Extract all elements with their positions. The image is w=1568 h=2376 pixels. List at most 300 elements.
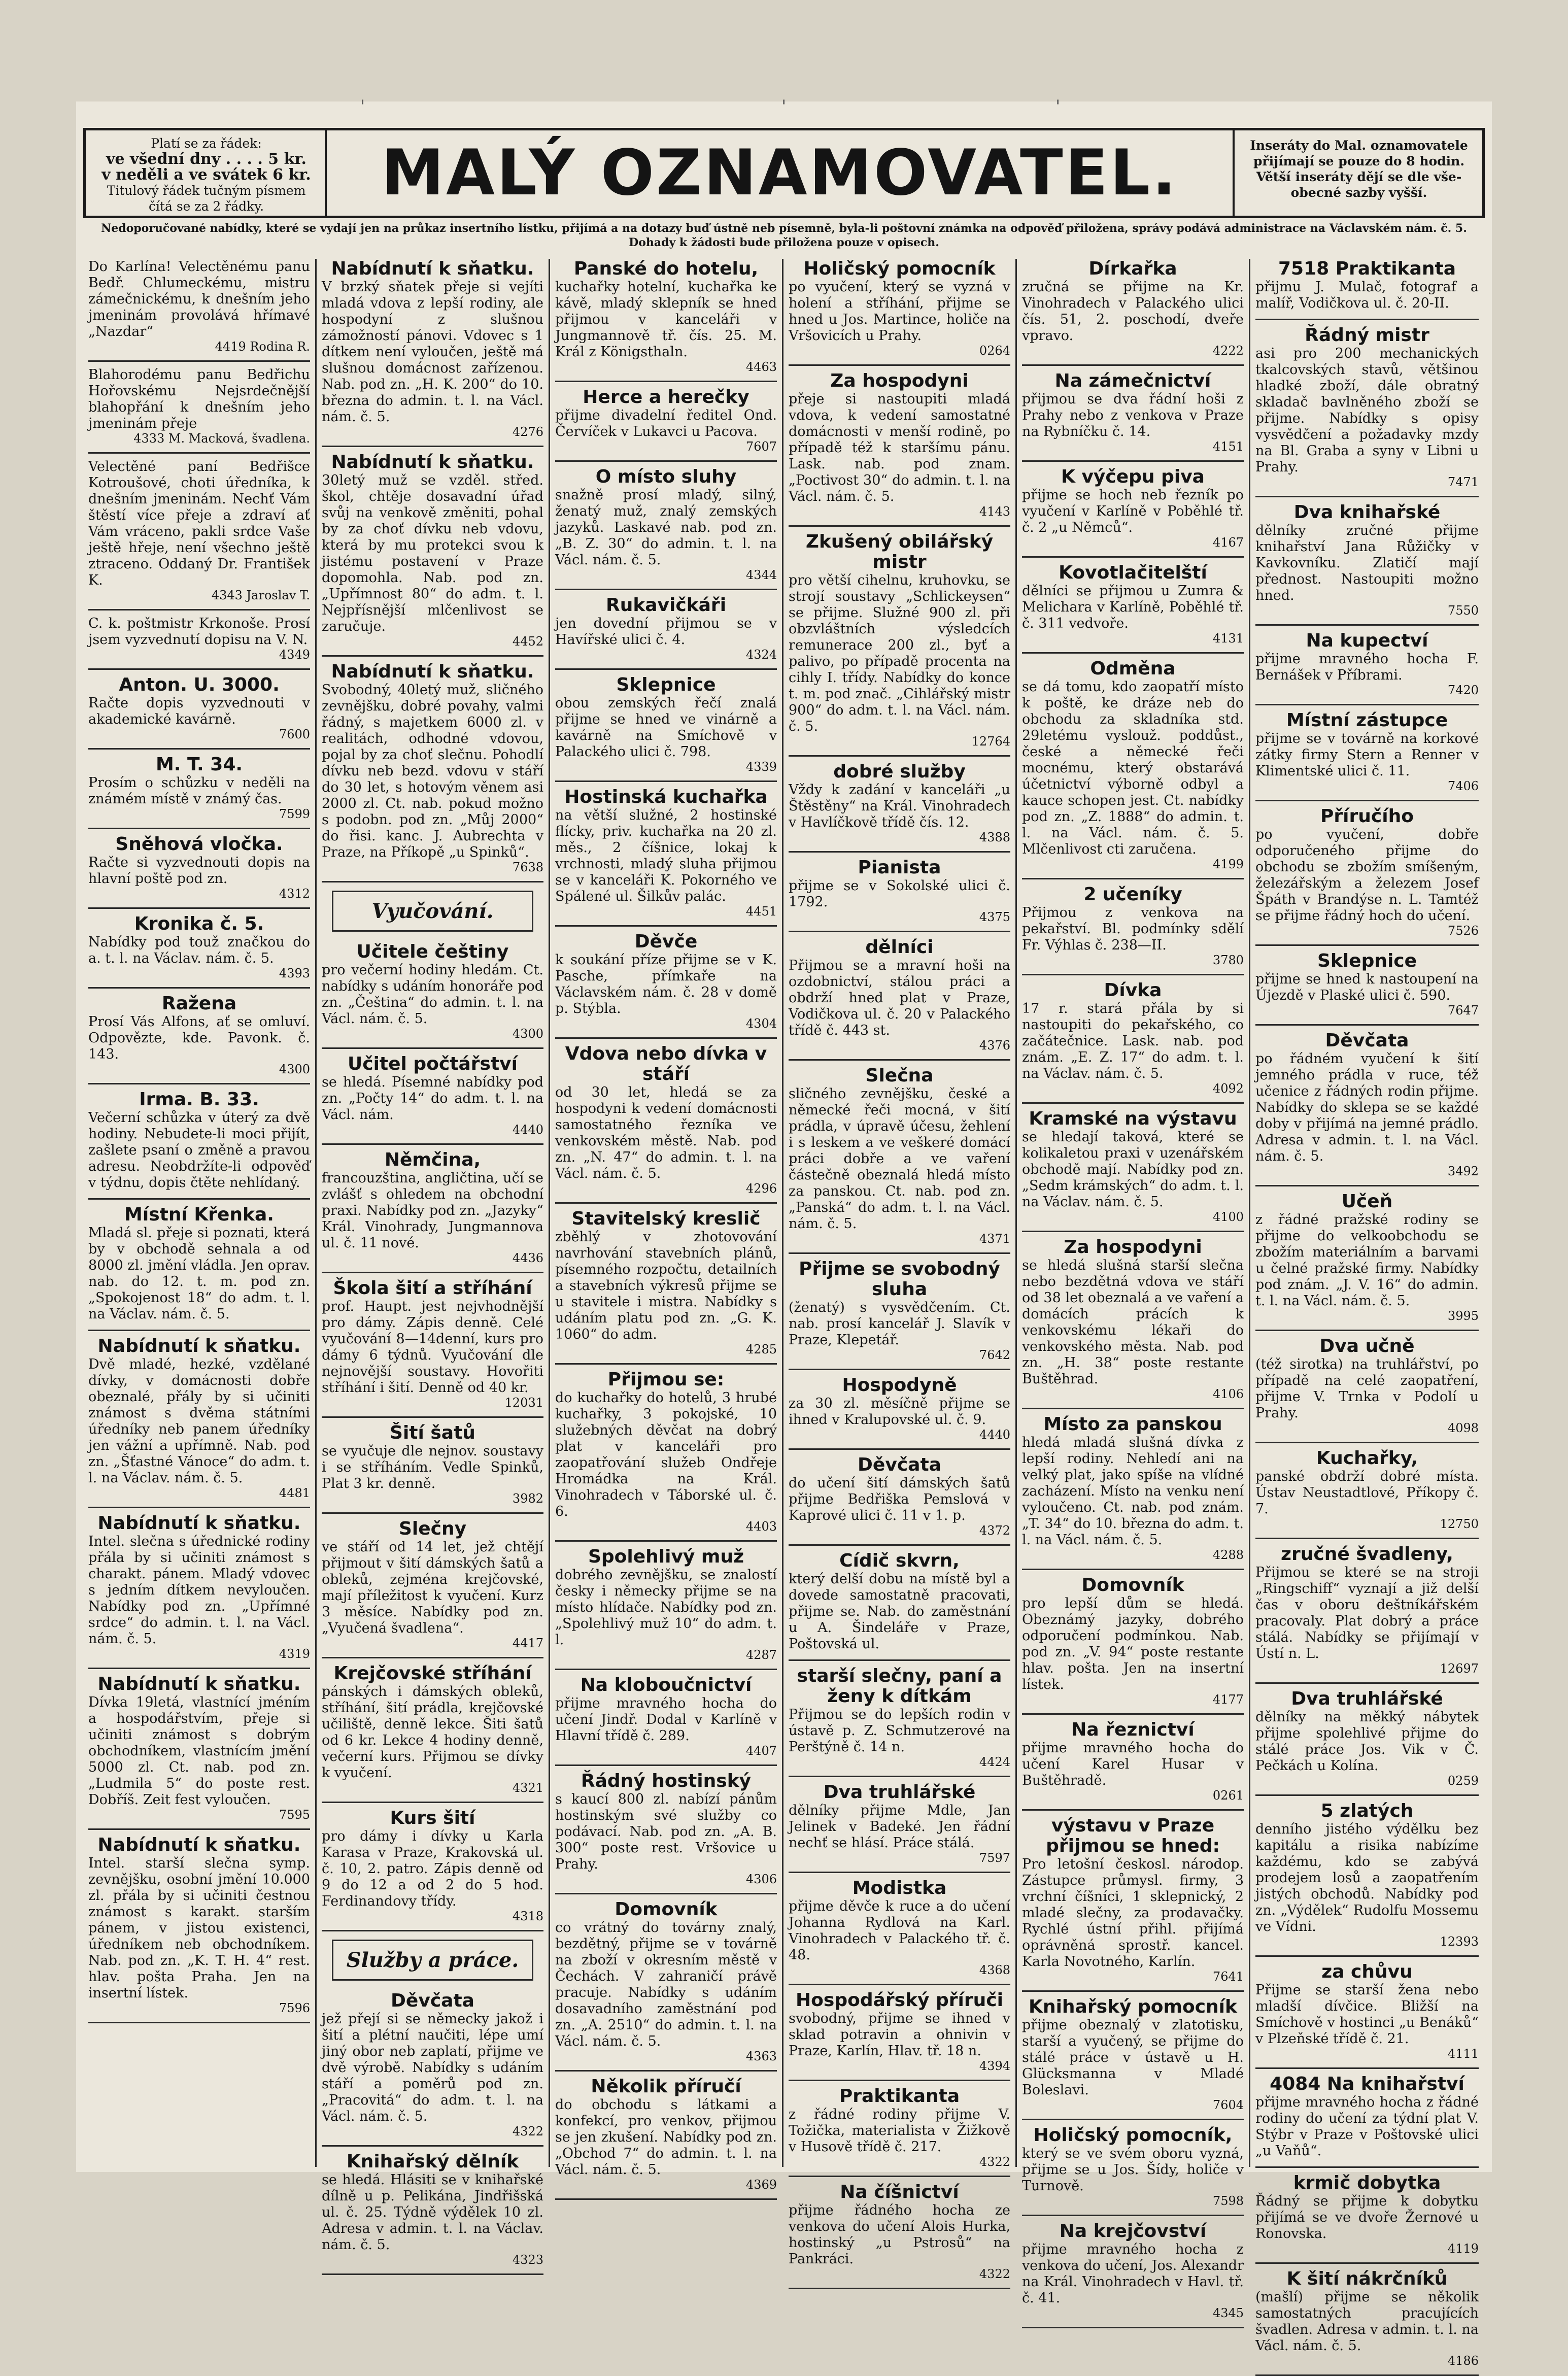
ad-code: 4119	[1447, 2242, 1479, 2256]
classified-ad	[1022, 659, 1244, 871]
classified-ad	[1022, 1997, 1244, 2112]
ad-code: 4306	[745, 1872, 777, 1886]
ad-title: Kramské na výstavu	[1029, 1108, 1237, 1129]
ad-text: obou zemských řečí znalá přijme se hned ve vinárně a kavárně na Smíchově v Palackého ulici č. 798.	[555, 695, 777, 760]
ad-code: 4222	[1212, 344, 1244, 358]
ad-text: přijme se v továrně na korkové zátky firmy Stern a Renner v Klimentské ulici č. 11.	[1255, 731, 1479, 779]
ad-text: se dá tomu, kdo zaopatří místo k poště, ke dráze neb do obchodu za skladníka std. 29letému vyslouž. poddůst., české a německé řeči mocnému, který obstarává účetnictví výborně odbyl a kauce schopen jest. Ct. nabídky pod zn. „Z. 1888“ do admin. t. l. na Václ. nám. č. 5. Mlčenlivost cti zaručena.	[1022, 679, 1244, 857]
page-mark: '	[360, 96, 365, 117]
ad-title: 5 zlatých	[1320, 1801, 1414, 1821]
ad-divider	[1022, 1231, 1244, 1232]
ad-divider	[1255, 496, 1479, 497]
ad-title: Na kloboučnictví	[580, 1675, 752, 1695]
ad-code: 4463	[745, 360, 777, 374]
ad-text: do obchodu s látkami a konfekcí, pro venkov, přijmou se jen zkušení. Nabídky pod zn. „Obchod 7“ do admin. t. l. na Václ. nám. č. 5.	[555, 2097, 777, 2178]
ad-code: 4343 Jaroslav T.	[211, 588, 310, 602]
classified-ad	[322, 1054, 543, 1136]
ad-code: 7596	[279, 2001, 310, 2015]
ad-text: dělníky zručné přijme knihařství Jana Růžičky v Kavkovníku. Zlatičí mají přednost. Nastoupiti možno hned.	[1255, 523, 1479, 603]
ad-text: snažně prosí mladý, silný, ženatý muž, znalý zemských jazyků. Laskavé nab. pod zn. „B. Z. 30“ do admin. t. l. na Václ. nám. č. 5.	[555, 487, 777, 568]
ad-title: Místní Křenka.	[124, 1204, 274, 1225]
ad-divider	[1255, 800, 1479, 801]
ad-title: Němčina,	[384, 1149, 481, 1170]
ad-code: 4440	[512, 1123, 543, 1137]
ad-title: Holičský pomocník	[803, 258, 996, 279]
classified-ad	[1255, 806, 1479, 937]
ad-code: 4296	[745, 1181, 777, 1196]
ad-divider	[555, 589, 777, 590]
ad-divider	[555, 780, 777, 782]
ad-divider	[88, 828, 310, 829]
classified-ad	[555, 787, 777, 918]
classified-ad	[1022, 885, 1244, 967]
ad-title: Knihařský pomocník	[1029, 1996, 1237, 2017]
ad-title: Slečna	[865, 1065, 934, 1086]
ad-code: 4288	[1212, 1548, 1244, 1562]
ad-title: Modistka	[852, 1878, 947, 1898]
ad-title: Cídič skvrn,	[839, 1550, 960, 1571]
ad-divider	[555, 460, 777, 462]
ad-title: Přijme se svobodný sluha	[799, 1259, 1000, 1300]
ad-code: 3982	[512, 1491, 543, 1506]
ad-code: 4394	[979, 2059, 1010, 2073]
classified-ad	[1255, 1801, 1479, 1948]
page-mark: '	[1055, 96, 1061, 117]
ad-text: pro větší cihelnu, kruhovku, se strojí soustavy „Schlickeysen“ se přijme. Služné 900 zl. při obzvláštních výsledcích remunerace 200 zl., byť a palivo, po případě procenta na cihly I. třídy. Nabídky do konce t. m. pod znač. „Cihlářský mistr 900“ do adm. t. l. na Václ. nám. č. 5.	[789, 572, 1010, 734]
ad-divider	[88, 748, 310, 750]
ad-code: 4300	[512, 1027, 543, 1041]
ad-column	[1017, 258, 1250, 2320]
ad-title: Nabídnutí k sňatku.	[97, 1513, 301, 1534]
ad-text: přijme mravného hocha do učení Jindř. Dodal v Karlíně v Hlavní třídě č. 289.	[555, 1695, 777, 1744]
ad-text: se hledají taková, které se kolikaletou praxi v uzenářském obchodě mají. Nabídky pod zn. „Sedm krámských“ do adm. t. l. na Václav. nám. č. 5.	[1022, 1129, 1244, 1210]
ad-divider	[1022, 556, 1244, 558]
classified-ad	[789, 1878, 1010, 1977]
ad-column	[783, 258, 1017, 2281]
ad-text: zručná se přijme na Kr. Vinohradech v Palackého ulici čís. 51, 2. poschodí, dveře vpravo.	[1022, 279, 1244, 344]
ad-title: Na řeznictví	[1071, 1719, 1195, 1740]
classified-ad	[789, 2182, 1010, 2281]
ad-code: 4452	[512, 634, 543, 649]
ad-text: přijme mravného hocha z řádné rodiny do učení za týdní plat V. Stýbr v Praze v Poštovské ulici „u Vaňů“.	[1255, 2094, 1479, 2159]
ad-code: 4322	[979, 2267, 1010, 2281]
ad-divider	[555, 1202, 777, 1204]
classified-ad	[1255, 1962, 1479, 2060]
classified-ad	[555, 1899, 777, 2063]
ad-title: Sklepnice	[1317, 951, 1417, 971]
ad-code: 4318	[512, 1909, 543, 1923]
ad-title: 2 učeníky	[1083, 884, 1182, 905]
ad-title: Za hospodyni	[830, 370, 969, 391]
ad-divider	[1022, 1408, 1244, 1409]
ad-divider	[789, 1872, 1010, 1873]
ad-title: Řádný hostinský	[581, 1771, 752, 1791]
ad-divider	[555, 381, 777, 382]
ad-code: 4436	[512, 1251, 543, 1265]
ad-code: 4151	[1212, 439, 1244, 454]
ad-text: Přijmou z venkova na pekařství. Bl. podmínky sdělí Fr. Výhlas č. 238—II.	[1022, 905, 1244, 953]
ad-columns	[83, 258, 1485, 2368]
classified-ad	[555, 387, 777, 453]
classified-ad	[88, 1513, 310, 1660]
ad-divider	[1022, 364, 1244, 366]
classified-ad	[789, 1259, 1010, 1362]
deadline-line: přijímají se pouze do 8 hodin.	[1253, 154, 1465, 168]
ad-code: 3995	[1447, 1309, 1479, 1323]
ad-code: 0259	[1447, 1774, 1479, 1788]
ad-column	[550, 258, 783, 2192]
ad-title: Dva učně	[1319, 1336, 1415, 1356]
ad-text: pro večerní hodiny hledám. Ct. nabídky s udáním honoráře pod zn. „Čeština“ do admin. t. l. na Václ. nám. č. 5.	[322, 962, 543, 1027]
ad-title: Odměna	[1090, 658, 1176, 679]
ad-code: 4319	[279, 1647, 310, 1661]
ad-code: 7526	[1447, 924, 1479, 938]
ad-title: Kovotlačitelští	[1059, 562, 1207, 583]
classified-ad	[789, 1666, 1010, 1769]
ad-text: Do Karlína! Velectěnému panu Bedř. Chlumeckému, mistru zámečnickému, k dnešním jeho jmeninám provolává hřímavé „Nazdar“	[88, 259, 310, 340]
classified-ad	[789, 1066, 1010, 1245]
ad-divider	[1022, 460, 1244, 462]
ad-divider	[322, 1802, 543, 1803]
ad-title: Nabídnutí k sňatku.	[331, 661, 534, 682]
ad-text: Mladá sl. přeje si poznati, která by v obchodě sehnala a od 8000 zl. jmění vládla. Jen oprav. nab. do 12. t. m. pod zn. „Spokojenost 18“ do adm. t. l. na Václav. nám. č. 5.	[88, 1225, 310, 1322]
classified-ad	[1255, 1689, 1479, 1787]
ad-text: Večerní schůzka v úterý za dvě hodiny. Nebudete-li moci přijít, zašlete psaní o změně a pravou adresu. Neobdržíte-li odpověď v týdnu, dopis čtěte nehlídaný.	[88, 1110, 310, 1191]
ad-title: Herce a herečky	[583, 387, 749, 408]
classified-ad	[88, 1674, 310, 1821]
ad-text: hledá mladá slušná dívka z lepší rodiny. Nehledí ani na velký plat, jako spíše na vlídné zacházení. Místo na venku není vyloučeno. Ct. nab. pod znám. „T. 34“ do 10. března do adm. t. l. na Václ. nám. č. 5.	[1022, 1435, 1244, 1548]
ad-divider	[789, 1544, 1010, 1546]
ad-divider	[789, 755, 1010, 757]
ad-text: přijme se hoch neb řezník po vyučení v Karlíně v Poběhlé tř. č. 2 „u Němců“.	[1022, 487, 1244, 535]
classified-ad	[322, 2152, 543, 2266]
ad-text: k soukání příze přijme se v K. Pasche, přímkaře na Václavském nám. č. 28 v domě p. Stýbla.	[555, 952, 777, 1016]
classified-ad	[322, 1519, 543, 1650]
ad-divider	[88, 1828, 310, 1830]
ad-code: 4403	[745, 1519, 777, 1534]
ad-title: dobré služby	[833, 761, 966, 782]
ad-code: 7598	[1212, 2194, 1244, 2208]
classified-ad	[1022, 1414, 1244, 1562]
ad-divider	[789, 1659, 1010, 1661]
ad-text: se hledá slušná starší slečna nebo bezdětná vdova ve stáří od 38 let obeznalá a ve vaření a domácích prácích k venkovskému lékaři do venkovského města. Nab. pod zn. „H. 38“ poste restante Buštěhrad.	[1022, 1258, 1244, 1387]
ad-title: Hostinská kuchařka	[564, 787, 768, 807]
ad-code: 4106	[1212, 1387, 1244, 1401]
ad-divider	[88, 1198, 310, 1200]
rates-line: Platí se za řádek:	[151, 136, 262, 151]
classified-ad	[789, 532, 1010, 748]
ad-text: s kaucí 800 zl. nabízí pánům hostinským své služby co podávací. Nab. pod zn. „A. B. 300“ poste rest. Vršovice u Prahy.	[555, 1791, 777, 1872]
classified-ad	[555, 932, 777, 1030]
ad-title: Nabídnutí k sňatku.	[97, 1336, 301, 1356]
ad-divider	[322, 1143, 543, 1145]
ad-text: Prosím o schůzku v neděli na známém místě v známý čas.	[88, 775, 310, 807]
ad-title: Několik příručí	[591, 2076, 741, 2097]
ad-divider	[1255, 2067, 1479, 2069]
deadline-line: Inseráty do Mal. oznamovatele	[1250, 138, 1468, 153]
deadline-box	[1233, 130, 1482, 216]
ad-title: Holičský pomocník,	[1033, 2125, 1233, 2146]
classified-ad	[1022, 1575, 1244, 1706]
classified-ad	[789, 1782, 1010, 1864]
ad-title: Dva truhlářské	[823, 1782, 976, 1803]
rates-line: v neděli a ve svátek 6 kr.	[101, 166, 311, 184]
ad-title: Učitel počtářství	[348, 1054, 518, 1074]
classified-ad	[1022, 467, 1244, 549]
deadline-line: Větší inseráty dějí se dle vše-	[1256, 169, 1462, 184]
ad-code: 4440	[979, 1428, 1010, 1442]
ad-code: 4322	[512, 2124, 543, 2139]
ad-text: ve stáří od 14 let, jež chtějí přijmout v šití dámských šatů a obleků, zejména krejčovské, mají příležitost k vyučení. Kurz 3 měsíce. Nabídky pod zn. „Vyučená švadlena“.	[322, 1539, 543, 1636]
ad-divider	[789, 1448, 1010, 1450]
ad-title: starší slečny, paní a ženy k dítkám	[797, 1666, 1002, 1707]
ad-divider	[1255, 1538, 1479, 1539]
ad-code: 12764	[971, 734, 1010, 749]
classified-ad	[789, 1455, 1010, 1537]
ad-title: Nabídnutí k sňatku.	[331, 452, 534, 472]
classified-ad	[322, 1808, 543, 1923]
ad-title: 4084 Na knihařství	[1270, 2074, 1464, 2094]
ad-text: 30letý muž se vzděl. střed. škol, chtěje dosavadní úřad svůj na venkově změniti, pohal by za choť dívku neb vdovu, která by mu protekci svou k jistému postavení v Praze dopomohla. Nab. pod zn. „Upřímnost 80“ do adm. t. l. Nejpřísnější mlčenlivost se zaručuje.	[322, 472, 543, 634]
ad-title: Na krejčovství	[1059, 2221, 1207, 2242]
ad-title: Hospodářský příruči	[796, 1990, 1003, 2011]
ad-title: Děvčata	[1325, 1030, 1409, 1051]
classified-ad	[555, 259, 777, 374]
ad-code: 12031	[504, 1396, 543, 1410]
classified-ad	[88, 1835, 310, 2015]
ad-title: Vdova nebo dívka v stáří	[565, 1043, 767, 1084]
ad-code: 7641	[1212, 1970, 1244, 1984]
ad-text: Přijmou se které se na stroji „Ringschiff“ vyznají a již delší čas v oboru deštníkářském pracovaly. Plat dobrý a práce stálá. Nabídky se přijímají v Ústí n. L.	[1255, 1565, 1479, 1661]
ad-divider	[789, 851, 1010, 853]
ad-code: 4324	[745, 648, 777, 662]
ad-text: panské obdrží dobré místa. Ústav Neustadtlové, Příkopy č. 7.	[1255, 1469, 1479, 1517]
ad-title: Praktikanta	[839, 2086, 960, 2107]
section-heading: Služby a práce.	[332, 1940, 533, 1981]
ad-text: přijme děvče k ruce a do učení Johanna Rydlová na Karl. Vinohradech v Palackého tř. č. 48.	[789, 1898, 1010, 1963]
ad-code: 7638	[512, 860, 543, 874]
ad-code: 4363	[745, 2049, 777, 2063]
classified-ad	[88, 834, 310, 900]
ad-text: Přijmou se do lepších rodin v ústavě p. Z. Schmutzerové na Perštýně č. 14 n.	[789, 1707, 1010, 1755]
header-note: Nedoporučované nabídky, které se vydají jen na průkaz insertního lístku, přijímá a na dotazy buď ústně neb písemně, byla-li poštovní známka na odpověď přiložena, správy podává administrace na Václavském nám. č. 5. Dohady k žádosti bude přiložena pouze v opisech.	[101, 222, 1467, 249]
ad-divider	[789, 1252, 1010, 1254]
classified-ad	[322, 1991, 543, 2138]
ad-divider	[88, 987, 310, 989]
ad-title: Učitele češtiny	[356, 941, 509, 962]
classified-ad	[1255, 2074, 1479, 2159]
ad-code: 4323	[512, 2253, 543, 2267]
ad-title: Knihařský dělník	[346, 2151, 519, 2172]
ad-text: Vždy k zadání v kanceláři „u Štěstěny“ na Král. Vinohradech v Havlíčkově třídě čís. 12.	[789, 782, 1010, 830]
ad-code: 4371	[979, 1232, 1010, 1246]
ad-divider	[1255, 704, 1479, 705]
ad-text: Nabídky pod touž značkou do a. t. l. na Václav. nám. č. 5.	[88, 934, 310, 966]
ad-title: krmič dobytka	[1293, 2173, 1441, 2193]
ad-text: dělníky přijme Mdle, Jan Jelinek v Badeké. Jen řádní nechť se hlásí. Práce stálá.	[789, 1803, 1010, 1851]
ad-title: Dva knihařské	[1293, 502, 1441, 523]
ad-title: Příručího	[1320, 806, 1414, 827]
ad-title: Panské do hotelu,	[573, 258, 759, 279]
ad-divider	[88, 1668, 310, 1669]
classified-ad	[88, 367, 310, 445]
classified-ad	[88, 459, 310, 602]
ad-divider	[88, 609, 310, 610]
ad-text: se hledá. Hlásiti se v knihařské dílně u p. Pelikána, Jindřišská ul. č. 25. Týdně výdělek 10 zl. Adresa v admin. t. l. na Václav. nám. č. 5.	[322, 2172, 543, 2253]
ad-code: 7600	[279, 727, 310, 741]
ad-title: Anton. U. 3000.	[119, 674, 280, 695]
classified-ad	[322, 1664, 543, 1794]
ad-code: 4333 M. Macková, švadlena.	[133, 431, 310, 446]
ad-code: 3492	[1447, 1164, 1479, 1178]
ad-title: Stavitelský kreslič	[571, 1208, 761, 1229]
ad-title: Sklepnice	[616, 674, 716, 695]
ad-divider	[1022, 2215, 1244, 2216]
ad-title: zručné švadleny,	[1281, 1544, 1453, 1565]
classified-ad	[88, 914, 310, 980]
ad-divider	[1255, 624, 1479, 626]
ad-divider	[555, 1540, 777, 1542]
ad-divider	[789, 364, 1010, 366]
ad-text: sličného zevnějšku, české a německé řeči mocná, v šití prádla, v úpravě účesu, žehlení i s leskem a ve veškeré domácí práci dobře a ve vaření částečně obeznalá hledá místo za panskou. Ct. nab. pod zn. „Panská“ do adm. t. l. na Václ. nám. č. 5.	[789, 1086, 1010, 1232]
classified-ad	[789, 371, 1010, 518]
ad-code: 7607	[745, 439, 777, 454]
ad-text: francouzština, angličtina, učí se zvlášť s ohledem na obchodní praxi. Nabídky pod zn. „Jazyky“ Král. Vinohrady, Jungmannova ul. č. 11 nové.	[322, 1170, 543, 1251]
classified-ad	[1022, 1816, 1244, 1983]
ad-title: Dva truhlářské	[1291, 1688, 1443, 1709]
ad-divider	[789, 2080, 1010, 2081]
ad-divider	[322, 1416, 543, 1418]
ad-divider	[322, 2273, 543, 2275]
classified-ad	[789, 1990, 1010, 2073]
ad-divider	[1255, 1682, 1479, 1684]
ad-text: Blahorodému panu Bedřichu Hořovskému Nejsrdečnější blahopřání k dnešním jeho jmeninám přeje	[88, 367, 310, 431]
ad-title: Místo za panskou	[1043, 1414, 1222, 1435]
ad-divider	[555, 1037, 777, 1039]
ad-code: 7595	[279, 1808, 310, 1822]
ad-code: 4388	[979, 830, 1010, 844]
ad-text: Svobodný, 40letý muž, sličného zevnějšku, dobré povahy, valmi řádný, s majetkem 6000 zl. v realitách, odhodné vdovou, pojal by za choť slečnu. Pohodlí dívku neb bezd. vdovu v stáří do 30 let, s hotovým věnem asi 2000 zl. Ct. nab. pokud možno s podobn. pod zn. „Můj 2000“ do řisi. kanc. J. Aubrechta v Praze, na Příkopě „u Spinků“.	[322, 682, 543, 860]
ad-code: 4419 Rodina R.	[215, 340, 310, 354]
ad-text: pro dámy i dívky u Karla Karasa v Praze, Krakovská ul. č. 10, 2. patro. Zápis denně od 9 do 12 a od 2 do 5 hod. Ferdinandovy třídy.	[322, 1828, 543, 1909]
classified-ad	[322, 452, 543, 648]
classified-ad	[322, 1278, 543, 1409]
ad-title: Dírkařka	[1088, 258, 1177, 279]
ad-text: po vyučení, dobře odporučeného přijme do obchodu se zbožím smíšeným, železářským a železem Josef Špáth v Brandýse n. L. Tamtéž se přijme řádný hoch do učení.	[1255, 827, 1479, 924]
ad-code: 3780	[1212, 953, 1244, 967]
classified-ad	[1022, 2221, 1244, 2320]
ad-column	[83, 259, 317, 2167]
ad-code: 4451	[745, 904, 777, 919]
classified-ad	[322, 1150, 543, 1265]
ad-divider	[88, 1507, 310, 1508]
ad-title: Irma. B. 33.	[139, 1089, 259, 1110]
ad-code: 4111	[1447, 2047, 1479, 2061]
ad-title: Na kupectví	[1306, 630, 1428, 651]
page-title: MALÝ OZNAMOVATEL.	[381, 137, 1178, 210]
ad-title: Děvče	[634, 931, 698, 952]
ad-text: přijme divadelní ředitel Ond. Červíček v Lukavci u Pacova.	[555, 408, 777, 439]
ad-code: 4287	[745, 1648, 777, 1662]
section-heading: Vyučování.	[332, 891, 533, 932]
classified-ad	[88, 755, 310, 821]
ad-code: 4304	[745, 1016, 777, 1031]
ad-title: Škola šití a stříhání	[333, 1278, 532, 1299]
ad-divider	[322, 881, 543, 882]
ad-code: 7597	[979, 1851, 1010, 1865]
page-mark: '	[781, 96, 787, 117]
ad-text: prof. Haupt. jest nejvhodnější pro dámy. Zápis denně. Celé vyučování 8—14denní, kurs pro dámy 6 týdnů. Vyučování dle nejnovější soustavy. Hovořiti stříhání i šití. Denně od 40 kr.	[322, 1299, 543, 1396]
ad-code: 4369	[745, 2178, 777, 2192]
ad-divider	[1022, 652, 1244, 654]
ad-divider	[322, 655, 543, 657]
ad-text: od 30 let, hledá se za hospodyni k vedení domácnosti samostatného řezníka ve venkovském městě. Nab. pod zn. „N. 47“ do admin. t. l. na Václ. nám. č. 5.	[555, 1084, 777, 1181]
classified-ad	[555, 1771, 777, 1886]
ad-divider	[88, 452, 310, 454]
ad-divider	[322, 1930, 543, 1931]
ad-divider	[1255, 2262, 1479, 2264]
ad-text: přijme se hned k nastoupení na Újezdě v Plaské ulici č. 590.	[1255, 971, 1479, 1003]
ad-title: Kronika č. 5.	[134, 913, 264, 934]
ad-text: Intel. slečna s úřednické rodiny přála by si učiniti známost s charakt. pánem. Mladý vdovec s jedním dítkem nevyloučen. Nabídky pod zn. „Upřímné srdce“ do admin. t. l. na Václ. nám. č. 5.	[88, 1534, 310, 1647]
classified-ad	[1255, 1336, 1479, 1435]
ad-title: Řádný mistr	[1305, 325, 1429, 346]
ad-code: 4321	[512, 1781, 543, 1795]
ad-text: po vyučení, který se vyzná v holení a stříhání, přijme se hned u Jos. Martince, holiče na Vršovicích u Prahy.	[789, 279, 1010, 344]
classified-ad	[789, 762, 1010, 844]
ad-divider	[1255, 944, 1479, 946]
ad-divider	[1255, 1024, 1479, 1026]
ad-text: který se ve svém oboru vyzná, přijme se u Jos. Šídy, holiče v Turnově.	[1022, 2146, 1244, 2194]
ad-text: asi pro 200 mechanických tkalcovských stavů, většinou hladké zboží, dále obratný skladač bavlněného zboží se přijme. Nabídky s opisy vysvědčení a požadavky mzdy na Bl. Graba a syny v Libni u Prahy.	[1255, 346, 1479, 475]
ad-divider	[555, 2198, 777, 2200]
classified-ad	[789, 259, 1010, 357]
ad-text: jen dovední přijmou se v Havířské ulici č. 4.	[555, 616, 777, 648]
ad-title: Na číšnictví	[840, 2182, 959, 2202]
ad-divider	[789, 1059, 1010, 1061]
ad-divider	[789, 931, 1010, 932]
ad-divider	[555, 1893, 777, 1894]
ad-title: Pianista	[858, 857, 941, 878]
ad-code: 4167	[1212, 535, 1244, 550]
ad-code: 7471	[1447, 475, 1479, 489]
ad-text: Pro letošní českosl. národop. Zástupce průmysl. firmy, 3 vrchní číšníci, 1 sklepnický, 2 mladé slečny, za prodavačky. Rychlé ústní přihl. přijímá oprávněná sprostř. kancel. Karla Novotného, Karlín.	[1022, 1856, 1244, 1970]
ad-divider	[88, 668, 310, 670]
ad-title: Zkušený obilářský mistr	[805, 531, 994, 572]
ad-title: Rukavičkáři	[605, 595, 727, 616]
ad-text: na větší služné, 2 hostinské flícky, priv. kuchařka na 20 zl. měs., 2 číšnice, lokaj k vrchnosti, mladý sluha přijmou se v kanceláři K. Pokorného ve Spálené ul. Šilkův palác.	[555, 807, 777, 904]
ad-text: se vyučuje dle nejnov. soustavy i se stříháním. Vedle Spinků, Plat 3 kr. denně.	[322, 1443, 543, 1491]
classified-ad	[322, 1423, 543, 1505]
ad-code: 4312	[279, 887, 310, 901]
ad-divider	[88, 907, 310, 909]
ad-text: Dívka 19letá, vlastnící jméním a hospodářstvím, přeje si učiniti známost s dobrým obchodníkem, vlastnícím jmění 5000 zl. Ct. nab. pod zn. „Ludmila 5“ do poste rest. Dobříš. Zeit fest vyloučen.	[88, 1694, 310, 1808]
ad-code: 4143	[979, 504, 1010, 519]
classified-ad	[1022, 1109, 1244, 1224]
ad-text: do učení šití dámských šatů přijme Bedřiška Pemslová v Kaprové ulici č. 11 v 1. p.	[789, 1475, 1010, 1523]
ad-divider	[1255, 1794, 1479, 1796]
ad-text: z řádné rodiny přijme V. Tožička, materialista v Žižkově v Husově třídě č. 217.	[789, 2107, 1010, 2155]
ad-text: zběhlý v zhotovování navrhování stavebních plánů, písemného rozpočtu, detailních a stavebních výkresů přijme se u stavitele i mistra. Nabídky s udáním platu pod zn. „G. K. 1060“ do adm.	[555, 1229, 777, 1342]
classified-ad	[1255, 710, 1479, 793]
classified-ad	[1022, 1237, 1244, 1401]
ad-code: 4177	[1212, 1692, 1244, 1707]
ad-text: Prosí Vás Alfons, ať se omluví. Odpovězte, kde. Pavonk. č. 143.	[88, 1014, 310, 1062]
ad-divider	[88, 1083, 310, 1084]
ad-text: pánských i dámských obleků, stříhání, šití prádla, krejčovské učiliště, denně lekce. Šiti šatů od 6 kr. Lekce 4 hodiny denně, večerní kurs. Přijmou se dívky k vyučení.	[322, 1684, 543, 1781]
ad-code: 4300	[279, 1062, 310, 1076]
ad-code: 7604	[1212, 2098, 1244, 2112]
